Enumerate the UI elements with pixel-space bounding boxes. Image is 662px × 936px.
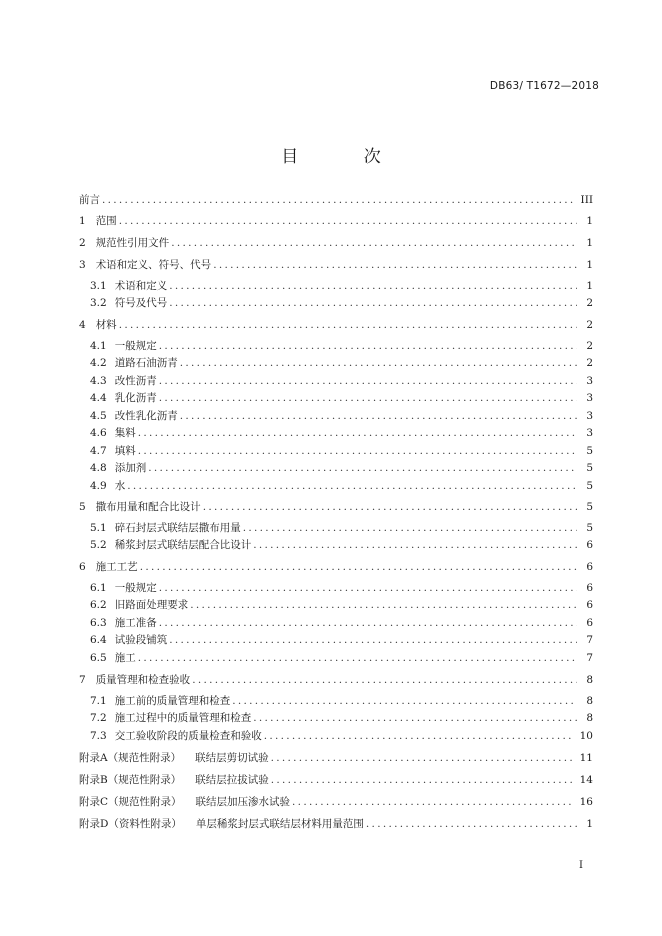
toc-page-number: 2 [586,340,593,352]
dot-leader [190,597,577,613]
toc-subsection-entry[interactable] [90,632,593,648]
dot-leader [159,338,577,354]
toc-subsection-entry[interactable] [90,390,593,406]
toc-label: 添加剂 [114,462,147,474]
toc-label: 交工验收阶段的质量检查和验收 [114,730,262,742]
dot-leader [243,520,577,536]
toc-number: 4.5 [90,410,107,422]
toc-label: 填料 [114,445,136,457]
toc-subsection-entry[interactable] [90,580,593,596]
dot-leader [203,499,577,515]
toc-page-number: 11 [579,752,593,764]
toc-number: 6.2 [90,599,107,611]
toc-label: 改性沥青 [114,375,157,387]
toc-page-number: 8 [586,674,593,686]
dot-leader [192,672,577,688]
toc-subsection-entry[interactable] [90,338,593,354]
toc-label: 施工 [114,652,136,664]
toc-label: 施工工艺 [95,561,138,573]
toc-page-number: 5 [586,480,593,492]
toc-label: 联结层加压渗水试验 [195,796,291,808]
page-title: 目 次 [281,147,411,167]
dot-leader [169,278,577,294]
dot-leader [159,615,577,631]
dot-leader [213,257,577,273]
dot-leader [159,390,577,406]
toc-subsection-entry[interactable] [90,408,593,424]
toc-number: 6.5 [90,652,107,664]
toc-page-number: 6 [586,539,593,551]
toc-subsection-entry[interactable] [90,520,593,536]
toc-label: 单层稀浆封层式联结层材料用量范围 [195,818,364,830]
toc-appendix-entry[interactable] [79,772,593,788]
dot-leader [232,693,577,709]
toc-number: 4.4 [90,392,107,404]
dot-leader [159,580,577,596]
toc-label: 水 [114,480,126,492]
dot-leader [138,443,577,459]
toc-subsection-entry[interactable] [90,693,593,709]
toc-label: 联结层剪切试验 [195,752,269,764]
dot-leader [180,408,577,424]
toc-subsection-entry[interactable] [90,355,593,371]
toc-page-number: 6 [586,617,593,629]
toc-page-number: 1 [586,215,593,227]
dot-leader [102,192,575,208]
toc-number: 附录D（资料性附录） [79,818,182,830]
dot-leader [253,537,577,553]
table-of-contents [79,0,593,936]
toc-page-number: 7 [586,634,593,646]
toc-label: 规范性引用文件 [95,237,170,249]
toc-number: 4 [79,319,86,331]
toc-section-entry[interactable] [79,235,593,251]
toc-number: 5 [79,501,86,513]
toc-label: 质量管理和检查验收 [95,674,191,686]
toc-subsection-entry[interactable] [90,425,593,441]
toc-page-number: 3 [586,427,593,439]
dot-leader [292,794,574,810]
toc-number: 附录A（规范性附录） [79,752,182,764]
toc-subsection-entry[interactable] [90,460,593,476]
toc-section-entry[interactable] [79,317,593,333]
toc-number: 4.3 [90,375,107,387]
toc-label: 旧路面处理要求 [114,599,189,611]
toc-appendix-entry[interactable] [79,794,593,810]
toc-number: 附录B（规范性附录） [79,774,182,786]
toc-section-entry[interactable] [79,192,593,208]
toc-page-number: 8 [586,695,593,707]
toc-page-number: 10 [579,730,593,742]
toc-subsection-entry[interactable] [90,443,593,459]
toc-number: 3.2 [90,297,107,309]
toc-subsection-entry[interactable] [90,615,593,631]
toc-page-number: 6 [586,561,593,573]
dot-leader [169,295,577,311]
dot-leader [271,750,574,766]
dot-leader [138,650,577,666]
toc-number: 5.1 [90,522,107,534]
toc-subsection-entry[interactable] [90,710,593,726]
toc-label: 一般规定 [114,340,157,352]
toc-number: 7.3 [90,730,107,742]
toc-page-number: 6 [586,599,593,611]
toc-number: 6.3 [90,617,107,629]
toc-label: 施工过程中的质量管理和检查 [114,712,252,724]
toc-number: 6.1 [90,582,107,594]
toc-page-number: 7 [586,652,593,664]
dot-leader [140,559,577,575]
toc-label: 改性乳化沥青 [114,410,178,422]
toc-appendix-entry[interactable] [79,750,593,766]
toc-page-number: 2 [586,357,593,369]
toc-page-number: 5 [586,501,593,513]
dot-leader [119,213,577,229]
toc-page-number: 5 [586,445,593,457]
toc-page-number: 3 [586,410,593,422]
toc-label: 范围 [95,215,117,227]
toc-label: 稀浆封层式联结层配合比设计 [114,539,252,551]
toc-page-number: 5 [586,462,593,474]
toc-label: 撒布用量和配合比设计 [95,501,201,513]
toc-label: 术语和定义、符号、代号 [95,259,212,271]
toc-number: 4.6 [90,427,107,439]
dot-leader [253,710,577,726]
toc-number: 附录C（规范性附录） [79,796,182,808]
toc-label: 前言 [79,194,100,206]
toc-page-number: 14 [579,774,593,786]
dot-leader [138,425,577,441]
dot-leader [264,728,574,744]
toc-page-number: 6 [586,582,593,594]
toc-subsection-entry[interactable] [90,295,593,311]
toc-label: 施工准备 [114,617,157,629]
toc-number: 4.8 [90,462,107,474]
toc-page-number: 2 [586,319,593,331]
toc-number: 4.2 [90,357,107,369]
toc-label: 道路石油沥青 [114,357,178,369]
toc-page-number: 1 [586,280,593,292]
toc-number: 6.4 [90,634,107,646]
toc-number: 6 [79,561,86,573]
dot-leader [169,632,577,648]
toc-section-entry[interactable] [79,257,593,273]
toc-number: 4.7 [90,445,107,457]
toc-subsection-entry[interactable] [90,278,593,294]
toc-number: 5.2 [90,539,107,551]
toc-label: 碎石封层式联结层撒布用量 [114,522,241,534]
dot-leader [171,235,577,251]
toc-label: 联结层拉拔试验 [195,774,269,786]
toc-page-number: 8 [586,712,593,724]
toc-page-number: 3 [586,375,593,387]
toc-page-number: 1 [586,237,593,249]
toc-number: 2 [79,237,86,249]
toc-section-entry[interactable] [79,213,593,229]
toc-appendix-entry[interactable] [79,816,593,832]
toc-subsection-entry[interactable] [90,650,593,666]
toc-number: 4.1 [90,340,107,352]
toc-page-number: 1 [586,259,593,271]
toc-label: 乳化沥青 [114,392,157,404]
toc-label: 材料 [95,319,117,331]
toc-label: 施工前的质量管理和检查 [114,695,231,707]
standard-code: DB63/ T1672—2018 [489,80,599,92]
toc-subsection-entry[interactable] [90,728,593,744]
toc-page-number: 1 [586,818,593,830]
toc-subsection-entry[interactable] [90,478,593,494]
toc-section-entry[interactable] [79,499,593,515]
toc-label: 集料 [114,427,136,439]
page-number: I [579,860,583,871]
toc-page-number: III [580,194,593,206]
toc-number: 7.1 [90,695,107,707]
toc-number: 7 [79,674,86,686]
toc-section-entry[interactable] [79,672,593,688]
toc-label: 一般规定 [114,582,157,594]
toc-number: 3 [79,259,86,271]
dot-leader [180,355,577,371]
toc-number: 7.2 [90,712,107,724]
dot-leader [271,772,574,788]
dot-leader [119,317,577,333]
toc-subsection-entry[interactable] [90,597,593,613]
toc-section-entry[interactable] [79,559,593,575]
toc-number: 4.9 [90,480,107,492]
dot-leader [127,478,577,494]
toc-label: 符号及代号 [114,297,168,309]
toc-subsection-entry[interactable] [90,537,593,553]
toc-subsection-entry[interactable] [90,373,593,389]
toc-page-number: 3 [586,392,593,404]
toc-number: 3.1 [90,280,107,292]
toc-page-number: 2 [586,297,593,309]
toc-page-number: 16 [579,796,593,808]
toc-number: 1 [79,215,86,227]
dot-leader [366,816,577,832]
toc-label: 试验段铺筑 [114,634,168,646]
toc-page-number: 5 [586,522,593,534]
dot-leader [148,460,577,476]
dot-leader [159,373,577,389]
toc-label: 术语和定义 [114,280,168,292]
